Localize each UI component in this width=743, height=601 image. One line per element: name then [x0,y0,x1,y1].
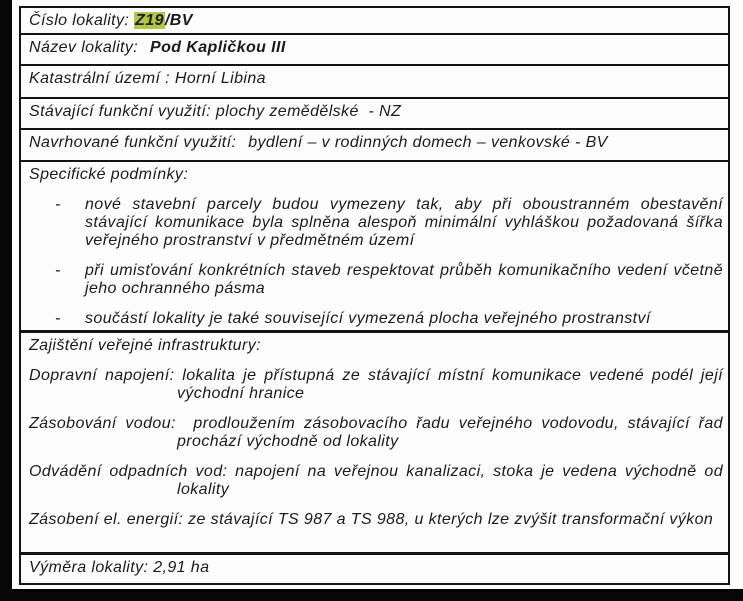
highlighted-locality-code: Z19 [135,12,164,29]
proposed-use-value: bydlení – v rodinných domech – venkovské - BV [248,134,608,151]
scan-artifact-left-edge [0,0,12,601]
water-label: Zásobování vodou: [29,415,176,432]
bullet-dash: - [55,262,61,279]
infrastructure-paragraph-sewage [29,463,728,499]
row-cadastral-area [21,66,728,99]
row-proposed-use [21,130,728,162]
specific-condition-item [29,196,723,250]
specific-conditions-title: Specifické podmínky: [29,166,189,183]
row-current-use [21,99,728,130]
specific-condition-text: součástí lokality je také související vymezená plocha veřejného prostranství [85,310,651,327]
current-use-label: Stávající funkční využití: [29,103,212,120]
infrastructure-paragraph-transport [29,367,728,403]
locality-area-label: Výměra lokality: [29,559,149,576]
transport-text: lokalita je přístupná ze stávající místní komunikace vedené podél její východní hranice [177,367,728,402]
infrastructure-title: Zajištění veřejné infrastruktury: [29,337,261,354]
locality-info-table [19,6,730,585]
locality-number-label: Číslo lokality: [29,12,130,29]
sewage-label: Odvádění odpadních vod: [29,463,228,480]
current-use-value: plochy zemědělské - NZ [215,103,402,120]
infrastructure-paragraph-water [29,415,728,451]
specific-condition-text: nové stavební parcely budou vymezeny tak, aby při oboustranném obestavění stávající komunikace byla splněna alespoň minimální vyhláškou požadovaná šířka veřejného prostranství v předmětném území [85,196,723,249]
specific-condition-text: při umisťování konkrétních staveb respektovat průběh komunikačního vedení včetně jeho ochranného pásma [85,262,723,297]
electricity-label: Zásobení el. energií: [29,511,184,528]
locality-name-value: Pod Kapličkou III [150,39,286,56]
infrastructure-paragraph-electricity [29,511,723,529]
row-locality-name [21,35,728,66]
specific-condition-item [29,310,723,328]
specific-condition-item [29,262,723,298]
row-public-infrastructure [21,333,728,555]
transport-label: Dopravní napojení: [29,367,175,384]
proposed-use-label: Navrhované funkční využití: [29,134,237,151]
row-locality-number [21,8,728,35]
row-specific-conditions [21,162,728,333]
water-text: prodloužením zásobovacího řadu veřejného vodovodu, stávající řad prochází východně od lokality [177,415,728,450]
electricity-text: ze stávající TS 987 a TS 988, u kterých lze zvýšit transformační výkon [188,511,714,528]
locality-code-suffix: /BV [164,12,193,29]
locality-name-label: Název lokality: [29,39,139,56]
cadastral-area-label: Katastrální území : [29,70,170,87]
bullet-dash: - [55,310,61,327]
row-locality-area [21,555,728,583]
bullet-dash: - [55,196,61,213]
scan-artifact-bottom-edge [0,589,743,601]
locality-area-value: 2,91 ha [153,559,210,576]
locality-number-value [134,12,193,29]
cadastral-area-value: Horní Libina [174,70,266,87]
sewage-text: napojení na veřejnou kanalizaci, stoka je vedena východně od lokality [177,463,728,498]
